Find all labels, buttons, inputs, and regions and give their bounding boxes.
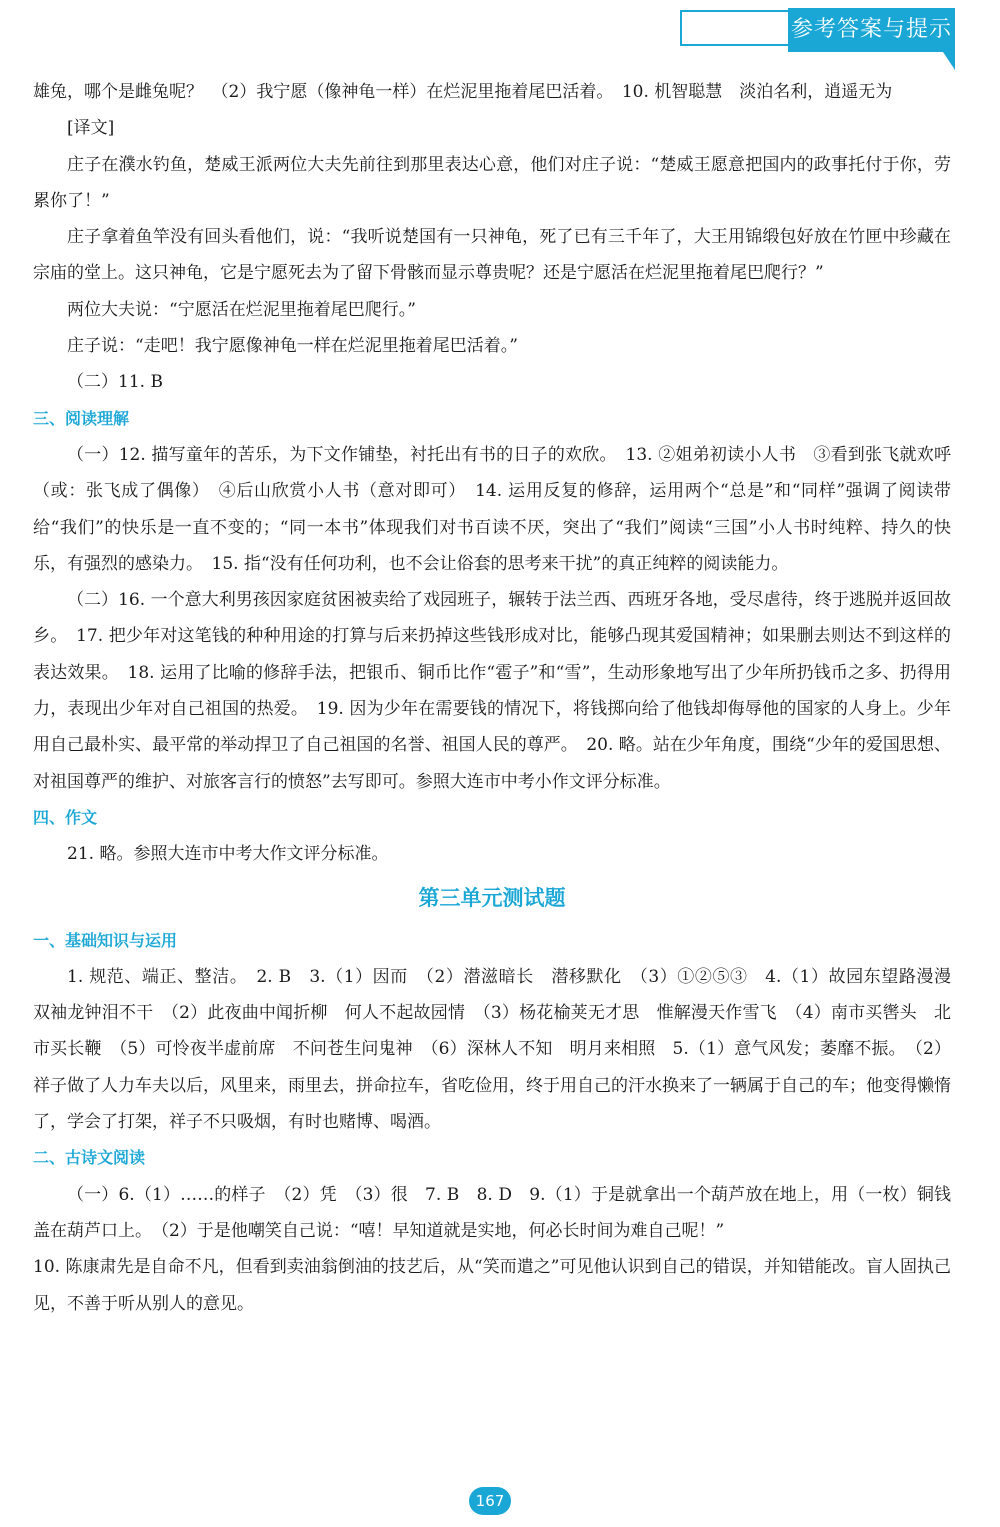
- translation-paragraph: 庄子拿着鱼竿没有回头看他们，说：“我听说楚国有一只神龟，死了已有三千年了，大王用锦缎包好放在竹匣中珍藏在宗庙的堂上。这只神龟，它是宁愿死去为了留下骨骸而显示尊贵呢？还是宁愿活在烂泥里拖着尾巴爬行？”: [33, 227, 951, 284]
- translation-paragraph: 两位大夫说：“宁愿活在烂泥里拖着尾巴爬行。”: [67, 299, 416, 320]
- unit-title: 第三单元测试题: [418, 885, 566, 910]
- section-heading: 四、作文: [33, 807, 98, 827]
- answer-paragraph: （二）16. 一个意大利男孩因家庭贫困被卖给了戏园班子，辗转于法兰西、西班牙各地，受尽虐待，终于逃脱并返回故乡。 17. 把少年对这笔钱的种种用途的打算与后来扔掉这些钱形成对比，能够凸现其爱国精神；如果删去则达不到这样的表达效果。 18. 运用了比喻的修辞手法，把银币、铜币比作“雹子”和“雪”，生动形象地写出了少年所扔钱币之多、扔得用力，表现出少年对自己祖国的热爱。 19. 因为少年在需要钱的情况下，将钱掷向给了他钱却侮辱他的国家的人身上。少年用自己最朴实、最平常的举动捍卫了自己祖国的名誉、祖国人民的尊严。 20. 略。站在少年角度，围绕“少年的爱国思想、对祖国尊严的维护、对旅客言行的愤怒”去写即可。参照大连市中考小作文评分标准。: [33, 590, 951, 792]
- section-heading: 一、基础知识与运用: [33, 930, 178, 950]
- header-corner-decoration: [943, 52, 955, 70]
- answer-paragraph: （二）11. B: [67, 372, 163, 393]
- translation-paragraph: 庄子在濮水钓鱼，楚威王派两位大夫先前往到那里表达心意，他们对庄子说：“楚威王愿意把国内的政事托付于你，劳累你了！”: [33, 154, 951, 211]
- answer-text: 10. 陈康肃先是自命不凡，但看到卖油翁倒油的技艺后，从“笑而遣之”可见他认识到自己的错误，并知错能改。盲人固执己见，不善于听从别人的意见。: [33, 1257, 951, 1314]
- answer-paragraph: 1. 规范、端正、整洁。 2. B 3.（1）因而 （2）潜滋暗长 潜移默化 （3）①②⑤③ 4.（1）故园东望路漫漫 双袖龙钟泪不干 （2）此夜曲中闻折柳 何人不起故园情 （3）杨花榆荚无才思 惟解漫天作雪飞 （4）南市买辔头 北市买长鞭 （5）可怜夜半虚前席 不问苍生问鬼神 （6）深林人不知 明月来相照 5.（1）意气风发；萎靡不振。 （2）祥子做了人力车夫以后，风里来，雨里去，拼命拉车，省吃俭用，终于用自己的汗水换来了一辆属于自己的车；他变得懒惰了，学会了打架，祥子不只吸烟，有时也赌博、喝酒。: [33, 966, 968, 1133]
- header-outline-decoration: [680, 10, 800, 46]
- page-content: [33, 74, 968, 1322]
- header-title: 参考答案与提示: [788, 8, 955, 52]
- translation-paragraph: 庄子说：“走吧！我宁愿像神龟一样在烂泥里拖着尾巴活着。”: [67, 336, 518, 357]
- section-heading: 三、阅读理解: [33, 408, 130, 428]
- answer-text: 雄兔，哪个是雌兔呢？ （2）我宁愿（像神龟一样）在烂泥里拖着尾巴活着。 10. 机智聪慧 淡泊名利，逍遥无为: [33, 82, 893, 102]
- page-number: 167: [469, 1487, 511, 1515]
- answer-paragraph: （一）6.（1）……的样子 （2）凭 （3）很 7. B 8. D 9.（1）于是就拿出一个葫芦放在地上，用（一枚）铜钱盖在葫芦口上。 （2）于是他嘲笑自己说：“嘻！早知道就是实地，何必长时间为难自己呢！”: [33, 1184, 951, 1241]
- header-badge: [680, 8, 955, 52]
- answer-paragraph: 21. 略。参照大连市中考大作文评分标准。: [67, 844, 389, 865]
- answer-paragraph: （一）12. 描写童年的苦乐，为下文作铺垫，衬托出有书的日子的欢欣。 13. ②姐弟初读小人书 ③看到张飞就欢呼（或：张飞成了偶像） ④后山欣赏小人书（意对即可） 14. 运用反复的修辞，运用两个“总是”和“同样”强调了阅读带给“我们”的快乐是一直不变的；“同一本书”体现我们对书百读不厌，突出了“我们”阅读“三国”小人书时纯粹、持久的快乐，有强烈的感染力。 15. 指“没有任何功利，也不会让俗套的思考来干扰”的真正纯粹的阅读能力。: [33, 444, 951, 574]
- section-heading: 二、古诗文阅读: [33, 1148, 146, 1168]
- translation-label: [译文]: [67, 118, 115, 139]
